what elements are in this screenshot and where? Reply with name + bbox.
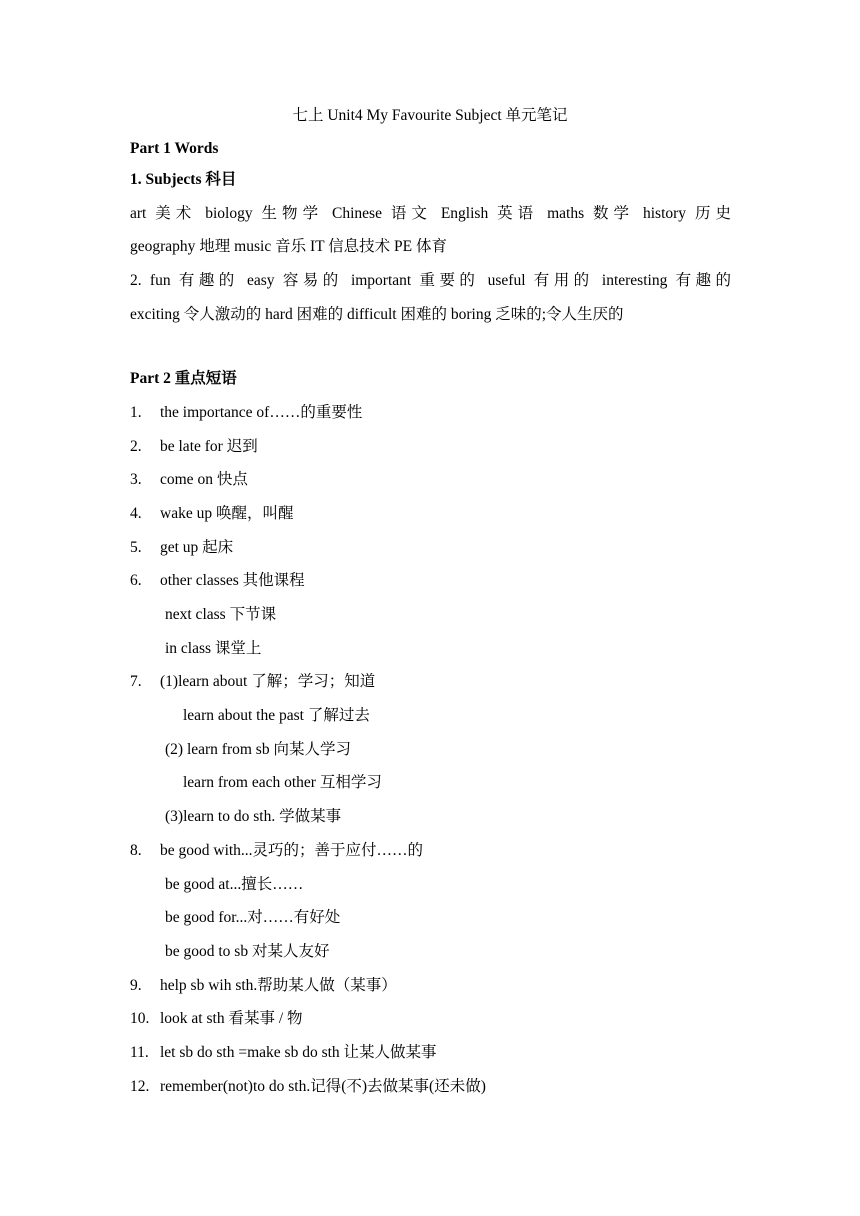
page-title: 七上 Unit4 My Favourite Subject 单元笔记 xyxy=(292,107,568,124)
item-text: look at sth 看某事 / 物 xyxy=(160,1010,303,1027)
part1-heading: Part 1 Words xyxy=(130,140,219,157)
item-number: 9. xyxy=(130,977,142,994)
item-number: 11. xyxy=(130,1044,149,1061)
list-subitem: in class 课堂上 xyxy=(165,640,262,657)
adjectives-line-1: 2. fun 有趣的 easy 容易的 important 重要的 useful 有用的 interesting 有趣的 xyxy=(130,272,731,289)
item-number: 2. xyxy=(130,438,142,455)
item-text: be late for 迟到 xyxy=(160,438,258,455)
item-text: (1)learn about 了解；学习；知道 xyxy=(160,673,376,690)
item-number: 12. xyxy=(130,1078,150,1095)
list-subitem: next class 下节课 xyxy=(165,606,277,623)
item-text: let sb do sth =make sb do sth 让某人做某事 xyxy=(160,1044,437,1061)
part2-heading: Part 2 重点短语 xyxy=(130,370,237,387)
item-number: 7. xyxy=(130,673,142,690)
item-text: help sb wih sth.帮助某人做（某事） xyxy=(160,977,397,994)
item-text: come on 快点 xyxy=(160,471,248,488)
subjects-line-2: geography 地理 music 音乐 IT 信息技术 PE 体育 xyxy=(130,238,448,255)
item-text: remember(not)to do sth.记得(不)去做某事(还未做) xyxy=(160,1078,486,1095)
list-subitem: (2) learn from sb 向某人学习 xyxy=(165,741,351,758)
adjectives-line-2: exciting 令人激动的 hard 困难的 difficult 困难的 boring 乏味的;令人生厌的 xyxy=(130,306,624,323)
item-number: 6. xyxy=(130,572,142,589)
item-text: the importance of……的重要性 xyxy=(160,404,363,421)
subjects-subheading: 1. Subjects 科目 xyxy=(130,171,237,188)
list-subitem: (3)learn to do sth. 学做某事 xyxy=(165,808,342,825)
item-number: 10. xyxy=(130,1010,150,1027)
item-number: 4. xyxy=(130,505,142,522)
list-subitem: be good to sb 对某人友好 xyxy=(165,943,330,960)
list-subitem: learn from each other 互相学习 xyxy=(183,774,382,791)
item-number: 3. xyxy=(130,471,142,488)
item-number: 8. xyxy=(130,842,142,859)
item-text: be good with...灵巧的；善于应付……的 xyxy=(160,842,424,859)
item-text: wake up 唤醒，叫醒 xyxy=(160,505,294,522)
list-subitem: be good for...对……有好处 xyxy=(165,909,341,926)
subjects-line-1: art 美术 biology 生物学 Chinese 语文 English 英语 maths 数学 history 历史 xyxy=(130,205,731,222)
item-text: other classes 其他课程 xyxy=(160,572,305,589)
list-subitem: learn about the past 了解过去 xyxy=(183,707,370,724)
list-subitem: be good at...擅长…… xyxy=(165,876,304,893)
item-text: get up 起床 xyxy=(160,539,234,556)
item-number: 1. xyxy=(130,404,142,421)
item-number: 5. xyxy=(130,539,142,556)
